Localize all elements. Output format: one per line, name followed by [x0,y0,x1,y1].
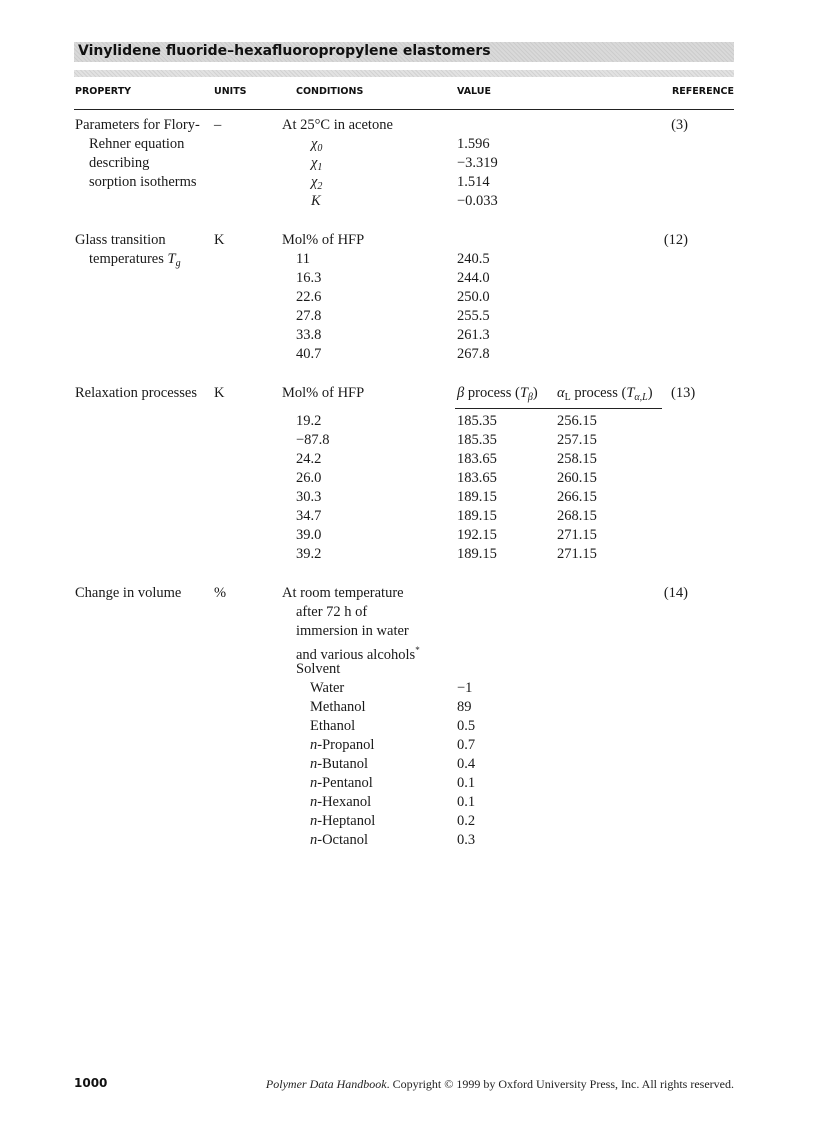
tg-symbol: T [167,251,176,267]
alpha-value: 258.15 [557,451,597,467]
copyright-text: . Copyright © 1999 by Oxford University Press, Inc. All rights reserved. [386,1077,734,1091]
solvent-name [310,812,375,831]
value-cell: −0.033 [457,193,498,209]
value-cell: 0.1 [457,794,476,810]
solvent-base: Ethanol [310,718,356,734]
alpha-value: 266.15 [557,489,597,505]
solvent-base: -Hexanol [317,794,372,810]
mol-cell: 19.2 [296,413,322,429]
beta-value: 183.65 [457,451,497,467]
alpha-value: 271.15 [557,546,597,562]
value-cell: 89 [457,699,472,715]
alpha-sub: L [564,392,571,403]
value-cell: 0.4 [457,756,476,772]
property-line: describing [89,155,150,171]
value-cell: 267.8 [457,346,490,362]
condition-cell: At 25°C in acetone [282,117,393,133]
condition-line: after 72 h of [296,604,368,620]
solvent-prefix: n [310,813,318,829]
alpha-T-sub: α,L [634,392,648,403]
parameter-symbol-base: χ [311,155,318,171]
solvent-name [310,698,366,717]
property-line: Relaxation processes [75,385,198,401]
value-cell: 0.3 [457,832,476,848]
solvent-base: -Pentanol [317,775,373,791]
mol-cell: 16.3 [296,270,322,286]
value-cell: −1 [457,680,473,696]
mol-cell: 11 [296,251,310,267]
beta-value: 192.15 [457,527,497,543]
mol-cell: 22.6 [296,289,322,305]
beta-value: 185.35 [457,432,497,448]
alpha-process-header [557,384,653,407]
alpha-word: process ( [574,385,627,401]
alpha-value: 256.15 [557,413,597,429]
value-cell: 0.2 [457,813,476,829]
parameter-symbol-base: χ [311,174,318,190]
beta-T: T [519,385,528,401]
beta-process-header [457,384,538,407]
solvent-name [310,831,368,850]
mol-cell: 27.8 [296,308,322,324]
tg-subscript: g [175,258,181,269]
condition-line: immersion in water [296,623,409,639]
condition-text: and various alcohols [296,647,416,663]
mol-cell: 39.0 [296,527,322,543]
alpha-symbol: α [557,385,565,401]
mol-cell: 33.8 [296,327,322,343]
alpha-T: T [626,385,635,401]
value-cell: 244.0 [457,270,490,286]
parameter-symbol-sub: 1 [317,162,323,173]
alpha-value: 257.15 [557,432,597,448]
value-cell: 0.7 [457,737,476,753]
property-line: Change in volume [75,585,182,601]
subheader-rule [455,408,662,409]
value-cell: 1.596 [457,136,490,152]
solvent-name [310,717,355,736]
hatch-divider [74,70,734,77]
beta-symbol: β [457,385,465,401]
value-cell: 240.5 [457,251,490,267]
alpha-value: 260.15 [557,470,597,486]
solvent-name [310,679,344,698]
solvent-base: Water [310,680,345,696]
solvent-prefix: n [310,756,318,772]
parameter-symbol-sub: 0 [317,143,323,154]
solvent-prefix: n [310,832,318,848]
condition-line: At room temperature [282,585,404,601]
beta-T-sub: β [527,392,533,403]
property-line: sorption isotherms [89,174,197,190]
mol-cell: 40.7 [296,346,322,362]
property-line: Glass transition [75,232,166,248]
parameter-symbol [311,192,321,211]
property-text: temperatures [89,251,164,267]
parameter-symbol-base: χ [311,136,318,152]
solvent-name [310,736,374,755]
reference-cell: (14) [663,585,688,601]
value-cell: 0.1 [457,775,476,791]
units-cell: K [214,385,225,401]
reference-cell: (13) [671,385,696,401]
property-line: Rehner equation [89,136,185,152]
property-line: Parameters for Flory- [75,117,200,133]
reference-cell: (12) [663,232,688,248]
section-title: Vinylidene fluoride–hexafluoropropylene elastomers [78,43,491,59]
beta-close: ) [532,385,538,401]
mol-cell: 34.7 [296,508,322,524]
beta-word: process ( [467,385,520,401]
solvent-prefix: n [310,737,318,753]
solvent-name [310,774,373,793]
units-cell: % [214,585,227,601]
solvent-base: -Butanol [317,756,368,772]
beta-value: 189.15 [457,489,497,505]
solvent-prefix: n [310,794,318,810]
section-title-bar [74,42,734,62]
parameter-symbol-base: K [311,193,321,209]
mol-cell: 26.0 [296,470,322,486]
reference-cell: (3) [671,117,688,133]
solvent-name [310,793,371,812]
units-cell: K [214,232,225,248]
alpha-value: 271.15 [557,527,597,543]
condition-cell: Mol% of HFP [282,232,365,248]
solvent-base: -Heptanol [317,813,376,829]
mol-cell: 24.2 [296,451,322,467]
beta-value: 185.35 [457,413,497,429]
units-cell: – [214,117,222,133]
solvent-prefix: n [310,775,318,791]
book-title: Polymer Data Handbook [265,1077,387,1091]
column-header-conditions: CONDITIONS [296,86,364,97]
column-header-property: PROPERTY [75,86,132,97]
beta-value: 189.15 [457,508,497,524]
beta-value: 189.15 [457,546,497,562]
parameter-symbol-sub: 2 [317,181,323,192]
value-cell: −3.319 [457,155,498,171]
mol-cell: 39.2 [296,546,322,562]
column-header-value: VALUE [457,86,491,97]
solvent-base: -Octanol [317,832,368,848]
value-cell: 255.5 [457,308,490,324]
value-cell: 250.0 [457,289,490,305]
copyright-line [266,1077,734,1092]
condition-cell: Mol% of HFP [282,385,365,401]
mol-cell: −87.8 [296,432,330,448]
alpha-value: 268.15 [557,508,597,524]
beta-value: 183.65 [457,470,497,486]
value-cell: 0.5 [457,718,476,734]
solvent-base: Methanol [310,699,366,715]
page-number: 1000 [74,1076,108,1090]
solvent-label: Solvent [296,661,341,677]
footnote-mark: * [415,645,420,655]
solvent-name [310,755,368,774]
value-cell: 1.514 [457,174,490,190]
property-line [89,250,181,273]
column-header-units: UNITS [214,86,247,97]
alpha-close: ) [647,385,653,401]
header-rule [74,109,734,110]
solvent-base: -Propanol [317,737,375,753]
column-header-reference: REFERENCE [671,86,734,97]
mol-cell: 30.3 [296,489,322,505]
value-cell: 261.3 [457,327,490,343]
